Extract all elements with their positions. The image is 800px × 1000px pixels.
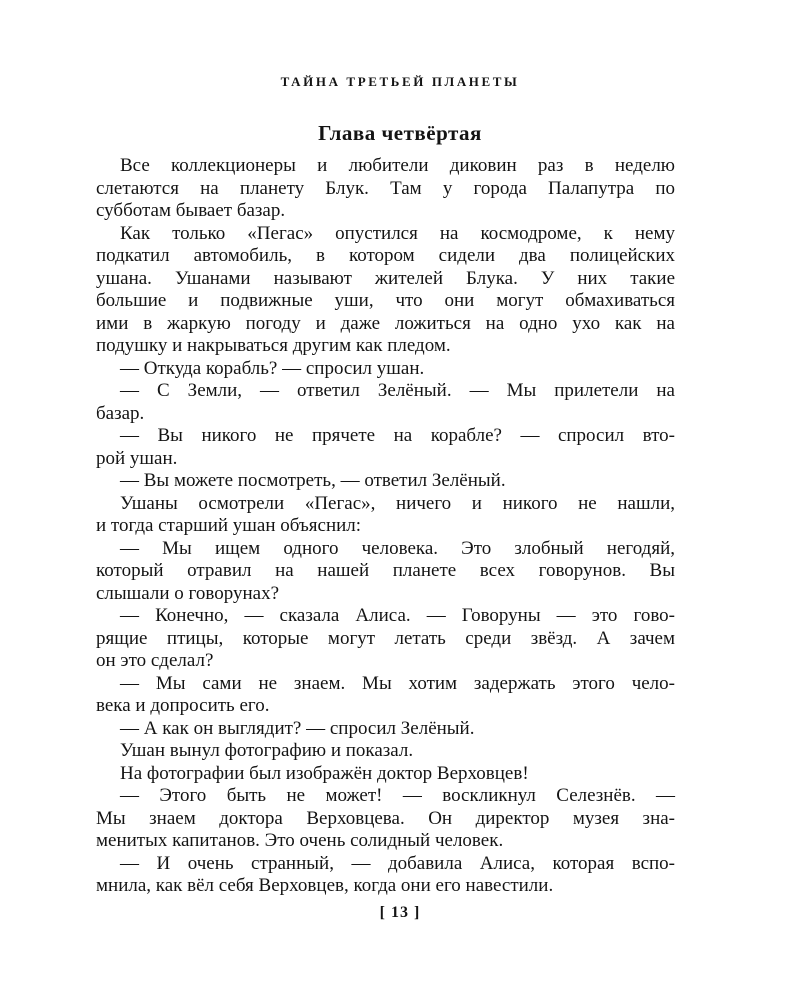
paragraph: [96, 470, 675, 493]
text-line: — И очень странный, — добавила Алиса, которая вспо-: [120, 852, 675, 874]
text-line: — Вы никого не прячете на корабле? — спросил вто-: [120, 425, 675, 446]
paragraph: [96, 853, 675, 898]
paragraph: [96, 358, 675, 381]
paragraph: [96, 155, 675, 223]
text-line: Ушаны осмотрели «Пегас», ничего и никого не нашли,: [120, 492, 675, 514]
text-line: слышали о говорунах?: [96, 582, 280, 604]
paragraph: [96, 740, 675, 763]
paragraph: [96, 673, 675, 718]
text-line: Ушан вынул фотографию и показал.: [120, 740, 414, 761]
chapter-title: Глава четвёртая: [318, 121, 482, 145]
text-line: рой ушан.: [96, 447, 178, 469]
text-line: и тогда старший ушан объяснил:: [96, 515, 362, 536]
paragraph: [96, 425, 675, 470]
text-line: подкатил автомобиль, в котором сидели два полицейских: [96, 245, 675, 266]
text-line: — Вы можете посмотреть, — ответил Зелёный.: [120, 470, 506, 491]
paragraph: [96, 493, 675, 538]
paragraph: [96, 538, 675, 606]
text-line: базар.: [96, 402, 145, 424]
text-line: слетаются на планету Блук. Там у города Палапутра по: [96, 177, 675, 199]
text-line: который отравил на нашей планете всех говорунов. Вы: [96, 560, 675, 581]
paragraph: [96, 718, 675, 741]
paragraph: [96, 380, 675, 425]
text-line: — С Земли, — ответил Зелёный. — Мы прилетели на: [120, 380, 675, 401]
text-line: подушку и накрываться другим как пледом.: [96, 335, 451, 356]
page-number: [ 13 ]: [379, 904, 421, 921]
body-text: [96, 155, 675, 898]
text-line: — Мы сами не знаем. Мы хотим задержать этого чело-: [120, 672, 675, 694]
text-line: — Конечно, — сказала Алиса. — Говоруны — это гово-: [120, 605, 675, 626]
paragraph: [96, 763, 675, 786]
running-header: ТАЙНА ТРЕТЬЕЙ ПЛАНЕТЫ: [280, 74, 520, 89]
text-line: На фотографии был изображён доктор Верховцев!: [120, 762, 529, 784]
text-line: — А как он выглядит? — спросил Зелёный.: [120, 717, 475, 739]
text-line: — Мы ищем одного человека. Это злобный негодяй,: [120, 537, 675, 559]
paragraph: [96, 785, 675, 853]
paragraph: [96, 605, 675, 673]
text-line: Все коллекционеры и любители диковин раз в неделю: [120, 155, 675, 176]
text-line: большие и подвижные уши, что они могут обмахиваться: [96, 290, 675, 311]
text-line: менитых капитанов. Это очень солидный человек.: [96, 830, 504, 851]
text-line: он это сделал?: [96, 650, 214, 671]
text-line: Мы знаем доктора Верховцева. Он директор музея зна-: [96, 807, 675, 829]
text-line: ими в жаркую погоду и даже ложиться на одно ухо как на: [96, 312, 675, 334]
paragraph: [96, 223, 675, 358]
text-line: Как только «Пегас» опустился на космодроме, к нему: [120, 222, 675, 244]
text-line: ушана. Ушанами называют жителей Блука. У них такие: [96, 267, 675, 289]
text-line: — Этого быть не может! — воскликнул Селезнёв. —: [120, 785, 675, 806]
text-line: рящие птицы, которые могут летать среди звёзд. А зачем: [96, 627, 675, 649]
text-line: — Откуда корабль? — спросил ушан.: [120, 357, 425, 379]
text-line: субботам бывает базар.: [96, 200, 286, 221]
text-line: века и допросить его.: [96, 695, 270, 716]
text-line: мнила, как вёл себя Верховцев, когда они его навестили.: [96, 875, 554, 896]
